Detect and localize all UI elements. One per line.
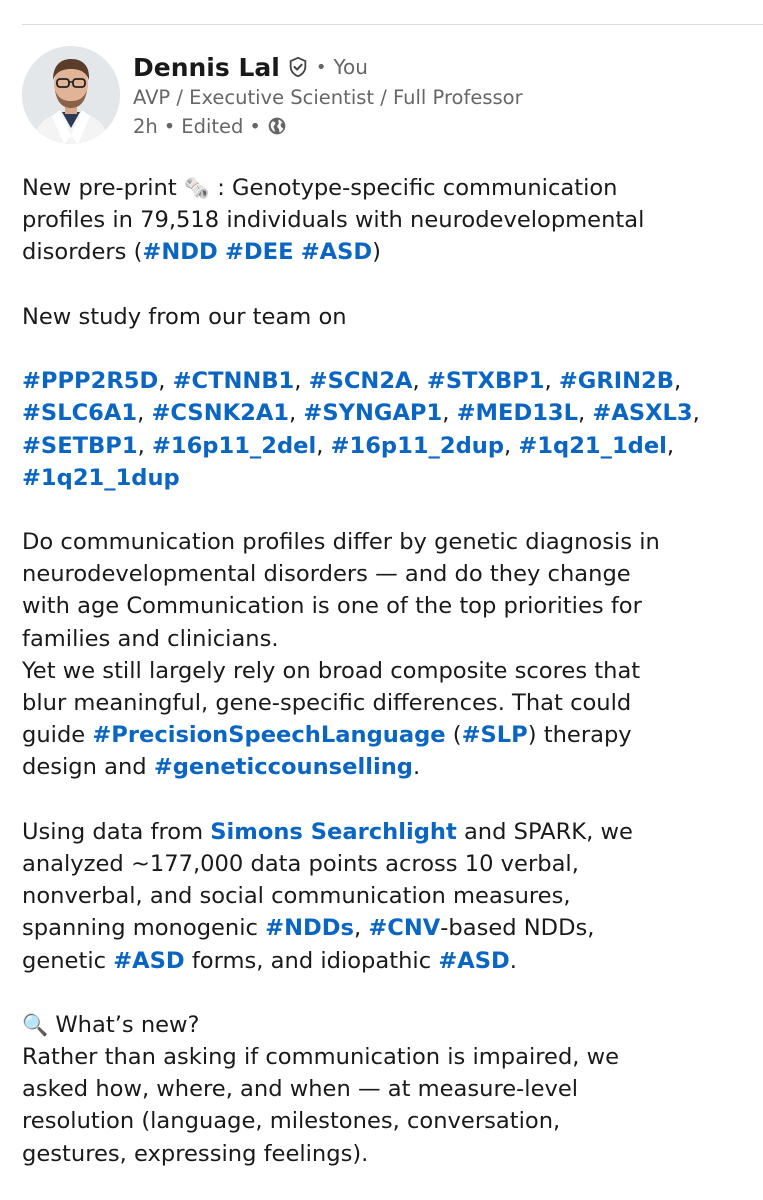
hashtag-link[interactable]: #16p11_2dup (330, 432, 504, 459)
post-line: disorders (#NDD #DEE #ASD) (22, 239, 381, 266)
separator-dot: • (315, 56, 327, 78)
globe-icon (267, 116, 287, 136)
hashtag-link[interactable]: #SYNGAP1 (303, 400, 443, 427)
hashtag-link[interactable]: #PPP2R5D (22, 368, 159, 395)
hashtag-link[interactable]: #CNV (368, 915, 441, 942)
post-line (22, 462, 757, 494)
verified-shield-icon (287, 56, 309, 78)
post-line: #SLC6A1, #CSNK2A1, #SYNGAP1, #MED13L, #ASXL3, (22, 400, 700, 427)
post-line: design and #geneticcounselling. (22, 754, 421, 781)
hashtag-link[interactable]: #1q21_1dup (22, 464, 180, 491)
post-line: Do communication profiles differ by genetic diagnosis in (22, 529, 660, 556)
hashtag-link[interactable]: #16p11_2del (151, 432, 317, 459)
you-label: You (333, 55, 368, 79)
author-name[interactable]: Dennis Lal (133, 52, 280, 82)
post-line: neurodevelopmental disorders — and do they change (22, 561, 631, 588)
post-line: #PPP2R5D, #CTNNB1, #SCN2A, #STXBP1, #GRIN2B, (22, 368, 682, 395)
hashtag-link[interactable]: #SLC6A1 (22, 400, 138, 427)
post-line: with age Communication is one of the top priorities for (22, 593, 642, 620)
hashtag-link[interactable]: #MED13L (456, 400, 579, 427)
hashtag-link[interactable]: #PrecisionSpeechLanguage (92, 722, 446, 749)
hashtag-link[interactable]: #NDDs (265, 915, 354, 942)
post-timestamp-row (133, 112, 741, 140)
post-line: gestures, expressing feelings). (22, 1140, 369, 1167)
hashtag-link[interactable]: #SETBP1 (22, 432, 138, 459)
post-line: profiles in 79,518 individuals with neurodevelopmental (22, 207, 645, 234)
author-headline: AVP / Executive Scientist / Full Professor (133, 86, 523, 109)
post-line: nonverbal, and social communication measures, (22, 883, 571, 910)
post-line: guide #PrecisionSpeechLanguage (#SLP) therapy (22, 722, 632, 749)
hashtag-link[interactable]: #ASXL3 (592, 400, 693, 427)
hashtag-link[interactable]: #GRIN2B (558, 368, 674, 395)
post-line: Using data from Simons Searchlight and SPARK, we (22, 818, 633, 845)
post-line: resolution (language, milestones, conversation, (22, 1108, 561, 1135)
post-line: Rather than asking if communication is impaired, we (22, 1044, 620, 1071)
magnifier-icon: 🔍 (22, 1012, 49, 1037)
hashtag-link[interactable]: #1q21_1del (518, 432, 667, 459)
post-line: families and clinicians. (22, 625, 279, 652)
hashtag-link[interactable]: #NDD (142, 239, 218, 266)
separator-dot: • (249, 114, 261, 138)
hashtag-link[interactable]: #ASD (300, 239, 373, 266)
post-line: New pre-print 🗞️ : Genotype-specific communication (22, 175, 618, 201)
post-line: analyzed ~177,000 data points across 10 verbal, (22, 850, 579, 877)
name-row (133, 50, 741, 84)
top-divider (22, 24, 763, 25)
post-body (22, 172, 757, 1170)
post-line: 🔍 What’s new? (22, 1011, 200, 1038)
mention-link[interactable]: Simons Searchlight (210, 818, 457, 845)
hashtag-link[interactable]: #ASD (438, 947, 510, 974)
separator-dot: • (163, 114, 176, 138)
post-line: Yet we still largely rely on broad composite scores that (22, 657, 641, 684)
post-line: New study from our team on (22, 303, 347, 330)
hashtag-link[interactable]: #ASD (113, 947, 185, 974)
post-line: asked how, where, and when — at measure-level (22, 1076, 579, 1103)
post-line: spanning monogenic #NDDs, #CNV-based NDDs, (22, 915, 595, 942)
newspaper-icon: 🗞️ (183, 176, 211, 200)
post-time: 2h (133, 114, 158, 138)
post-header (22, 46, 741, 146)
hashtag-link[interactable]: #CSNK2A1 (151, 400, 290, 427)
hashtag-link[interactable]: #CTNNB1 (172, 368, 295, 395)
hashtag-link[interactable]: #geneticcounselling (153, 754, 413, 781)
hashtag-link[interactable]: #DEE (224, 239, 294, 266)
hashtag-link[interactable]: #SLP (461, 722, 528, 749)
author-meta (133, 50, 741, 140)
edited-label: Edited (181, 114, 244, 138)
post-line: genetic #ASD forms, and idiopathic #ASD. (22, 947, 517, 974)
post-line: blur meaningful, gene-specific differences. That could (22, 690, 632, 716)
avatar[interactable] (22, 46, 120, 144)
hashtag-link[interactable]: #STXBP1 (426, 368, 545, 395)
hashtag-link[interactable]: #SCN2A (308, 368, 413, 395)
post-line: #SETBP1, #16p11_2del, #16p11_2dup, #1q21_1del, (22, 432, 675, 459)
